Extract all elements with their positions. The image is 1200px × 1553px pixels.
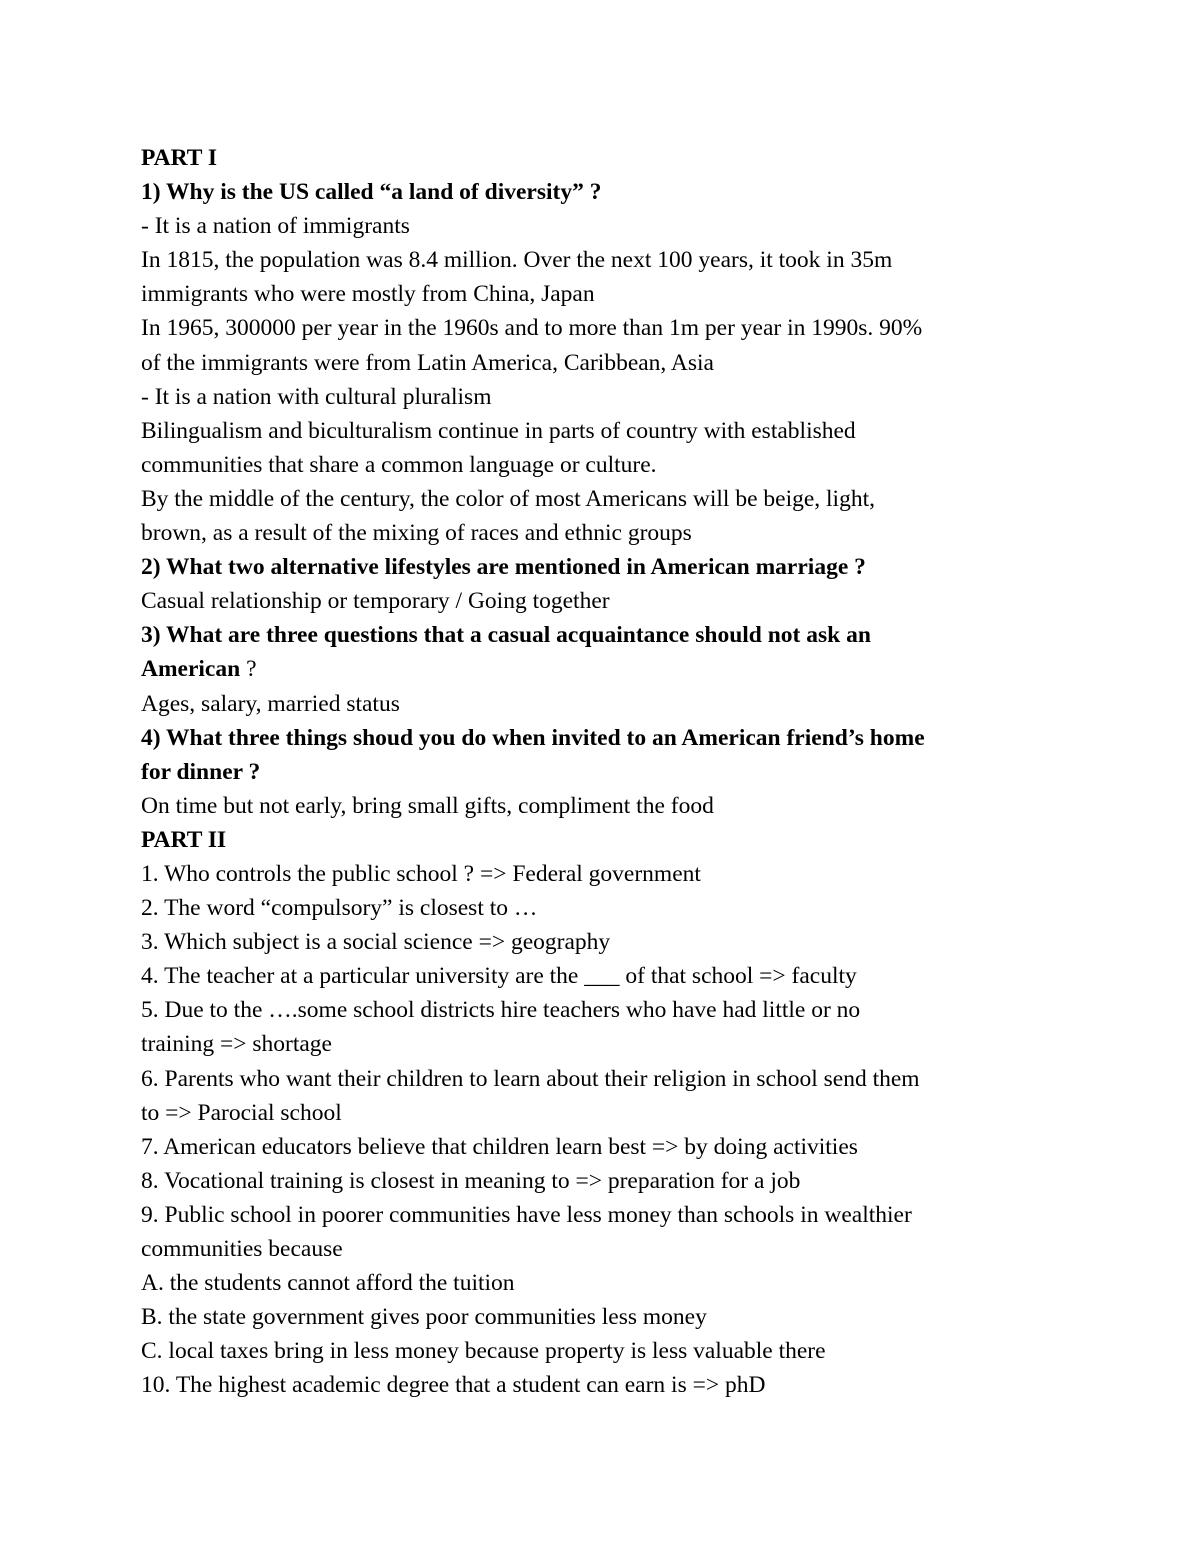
question-4-line-1: 4) What three things shoud you do when invited to an American friend’s home — [141, 724, 925, 751]
answer-line: On time but not early, bring small gifts, compliment the food — [141, 792, 714, 819]
answer-line: Casual relationship or temporary / Going together — [141, 588, 610, 615]
part2-line: 7. American educators believe that children learn best => by doing activities — [141, 1133, 858, 1160]
question-4-line-2: for dinner ? — [141, 758, 261, 785]
part2-line: A. the students cannot afford the tuition — [141, 1270, 515, 1297]
answer-line: - It is a nation with cultural pluralism — [141, 383, 492, 410]
question-3-mark: ? — [240, 656, 257, 683]
part2-line: 1. Who controls the public school ? => Federal government — [141, 860, 701, 887]
part2-line: to => Parocial school — [141, 1099, 342, 1126]
question-1: 1) Why is the US called “a land of diversity” ? — [141, 179, 602, 206]
part2-line: training => shortage — [141, 1031, 332, 1058]
part2-line: 2. The word “compulsory” is closest to … — [141, 895, 538, 922]
question-2: 2) What two alternative lifestyles are mentioned in American marriage ? — [141, 554, 866, 581]
part2-line: communities because — [141, 1236, 343, 1262]
part2-line: 4. The teacher at a particular university are the ___ of that school => faculty — [141, 963, 857, 990]
answer-line: - It is a nation of immigrants — [141, 213, 410, 240]
part2-line: 3. Which subject is a social science => geography — [141, 929, 611, 956]
part2-line: 8. Vocational training is closest in meaning to => preparation for a job — [141, 1167, 801, 1194]
part2-line: C. local taxes bring in less money because property is less valuable there — [141, 1338, 826, 1365]
part1-heading: PART I — [141, 145, 217, 171]
answer-line: Ages, salary, married status — [141, 690, 400, 717]
answer-line: of the immigrants were from Latin America, Caribbean, Asia — [141, 349, 714, 376]
part2-line: 9. Public school in poorer communities have less money than schools in wealthier — [141, 1201, 912, 1228]
part2-heading: PART II — [141, 826, 227, 853]
part2-line: 5. Due to the ….some school districts hire teachers who have had little or no — [141, 997, 861, 1024]
question-3-line-1: 3) What are three questions that a casual acquaintance should not ask an — [141, 622, 871, 649]
part2-line: 6. Parents who want their children to learn about their religion in school send them — [141, 1065, 920, 1092]
part2-line: B. the state government gives poor communities less money — [141, 1304, 707, 1331]
answer-line: By the middle of the century, the color of most Americans will be beige, light, — [141, 485, 875, 512]
answer-line: immigrants who were mostly from China, Japan — [141, 281, 595, 308]
part2-line: 10. The highest academic degree that a student can earn is => phD — [141, 1372, 766, 1399]
document-page — [141, 141, 1081, 1402]
answer-line: Bilingualism and biculturalism continue in parts of country with established — [141, 417, 856, 444]
answer-line: In 1815, the population was 8.4 million. Over the next 100 years, it took in 35m — [141, 247, 893, 274]
question-3-line-2 — [141, 652, 1081, 686]
question-3-bold-word: American — [141, 656, 241, 683]
answer-line: In 1965, 300000 per year in the 1960s and to more than 1m per year in 1990s. 90% — [141, 315, 923, 342]
answer-line: communities that share a common language or culture. — [141, 451, 657, 478]
answer-line: brown, as a result of the mixing of races and ethnic groups — [141, 520, 692, 547]
